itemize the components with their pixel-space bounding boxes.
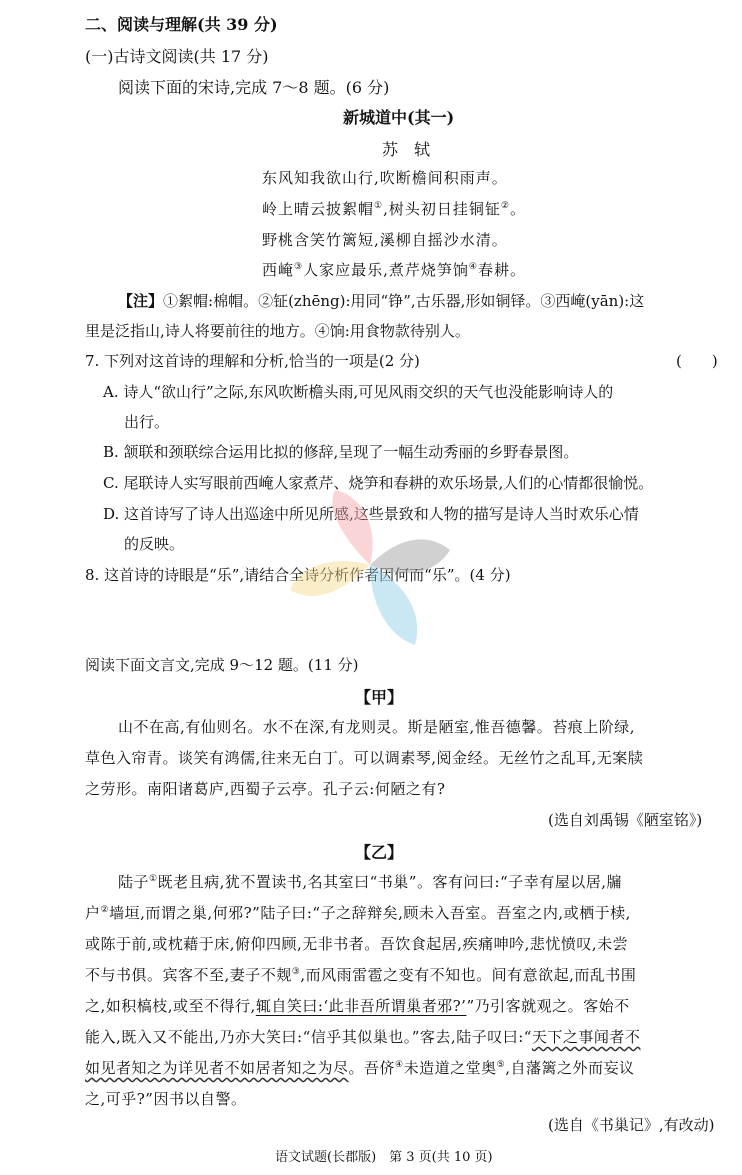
jia-heading: 【甲】 [355,688,404,707]
yi-mark-2: ② [100,905,110,915]
note-mark-3: ③ [294,262,304,272]
yi-line-7c: 未造道之堂奥 [403,1059,497,1077]
question-8-stem: 8. 这首诗的诗眼是“乐”,请结合全诗分析作者因何而“乐”。(4 分) [85,566,511,584]
subsection-title: (一)古诗文阅读(共 17 分) [85,47,269,66]
yi-line-3: 或陈于前,或枕藉于床,俯仰四顾,无非书者。吾饮食起居,疾痛呻吟,悲忧愤叹,未尝 [85,935,629,953]
yi-mark-5: ⑤ [496,1060,506,1070]
yi-mark-3: ③ [291,967,301,977]
yi-line-1a: 陆子 [118,873,150,891]
yi-line-7 [85,1057,634,1078]
yi-line-8: 之,可乎?”因书以自警。 [85,1090,247,1108]
poem-line-2a: 岭上晴云披絮帽 [262,200,375,218]
yi-heading: 【乙】 [355,843,404,862]
option-a-line-2: 出行。 [124,413,170,431]
yi-line-5 [85,995,630,1016]
yi-underlined-sentence: 辄自笑曰:‘此非吾所谓巢者邪?’ [255,997,467,1015]
yi-wavy-sentence-part-1: 天下之事闻者不 [531,1028,641,1046]
note-text-1: ①絮帽:棉帽。②钲(zhēng):用同“铮”,古乐器,形如铜铎。③西崦(yān):这 [163,292,645,310]
yi-line-2a: 户 [85,904,101,922]
option-b: B. 颔联和颈联综合运用比拟的修辞,呈现了一幅生动秀丽的乡野春景图。 [103,443,579,461]
yi-mark-1: ① [149,874,158,884]
poem-line-1: 东风知我欲山行,吹断檐间积雨声。 [262,169,508,187]
jia-source: (选自刘禹锡《陋室铭》) [548,811,703,829]
yi-line-5a: 之,如积槁枝,或至不得行, [85,997,256,1015]
page-footer: 语文试题(长郡版) 第 3 页(共 10 页) [275,1150,493,1165]
prose-instruction: 阅读下面文言文,完成 9～12 题。(11 分) [85,656,359,674]
jia-line-2: 草色入帘青。谈笑有鸿儒,往来无白丁。可以调素琴,阅金经。无丝竹之乱耳,无案牍 [85,749,644,767]
watermark-logo [285,480,455,650]
poem-line-2 [262,198,526,219]
yi-line-6 [85,1026,640,1047]
poem-line-4a: 西崦 [262,261,295,279]
yi-wavy-sentence-part-2: 如见者知之为详见者不如居者知之为尽 [85,1059,349,1077]
yi-line-4b: ,而风雨雷雹之变有不知也。间有意欲起,而乱书围 [300,966,637,984]
yi-line-1 [118,871,622,892]
note-label: 【注】 [118,292,164,310]
yi-line-7b: 。吾侪 [348,1059,396,1077]
poem-line-4c: 春耕。 [477,261,526,279]
poem-instruction: 阅读下面的宋诗,完成 7～8 题。(6 分) [118,78,390,97]
poem-line-2c: 。 [509,200,526,218]
note-mark-4: ④ [468,262,478,272]
poem-line-2b: ,树头初日挂铜钲 [383,200,501,218]
poem-line-4 [262,259,526,280]
option-d-line-1: D. 这首诗写了诗人出巡途中所见所感,这些景致和人物的描写是诗人当时欢乐心情 [103,505,639,523]
yi-line-2b: 墙垣,而谓之巢,何邪?”陆子曰:“子之辞辩矣,顾未入吾室。吾室之内,或栖于椟, [109,904,631,922]
jia-line-3: 之劳形。南阳诸葛庐,西蜀子云亭。孔子云:何陋之有? [85,780,446,798]
yi-line-2 [85,902,631,923]
note-line-1 [118,290,644,311]
yi-line-5c: ”乃引客就观之。客始不 [466,997,630,1015]
section-title: 二、阅读与理解(共 39 分) [85,15,278,34]
option-a-line-1: A. 诗人“欲山行”之际,东风吹断檐头雨,可见风雨交织的天气也没能影响诗人的 [103,383,614,401]
yi-line-7d: ,自藩篱之外而妄议 [505,1059,635,1077]
poem-line-4b: 人家应最乐,煮芹烧笋饷 [303,261,469,279]
note-mark-2: ② [500,201,510,211]
question-7-answer-blank: ( ) [676,352,718,370]
note-mark-1: ① [374,201,384,211]
option-c: C. 尾联诗人实写眼前西崦人家煮芹、烧笋和春耕的欢乐场景,人们的心情都很愉悦。 [103,474,654,492]
option-d-line-2: 的反映。 [124,535,185,553]
poem-line-3: 野桃含笑竹篱短,溪柳自摇沙水清。 [262,231,508,249]
yi-source: (选自《书巢记》,有改动) [548,1116,715,1134]
jia-line-1: 山不在高,有仙则名。水不在深,有龙则灵。斯是陋室,惟吾德馨。苔痕上阶绿, [118,718,636,736]
note-line-2: 里是泛指山,诗人将要前往的地方。④饷:用食物款待别人。 [85,322,470,340]
yi-line-1b: 既老且病,犹不置读书,名其室曰“书巢”。客有问曰:“子幸有屋以居,牖 [157,873,622,891]
yi-mark-4: ④ [395,1060,404,1070]
yi-line-4 [85,964,636,985]
poem-author: 苏 轼 [382,140,431,159]
poem-title: 新城道中(其一) [343,108,455,127]
yi-line-6a: 能入,既入又不能出,乃亦大笑曰:“信乎其似巢也。”客去,陆子叹曰:“ [85,1028,532,1046]
yi-line-4a: 不与书俱。宾客不至,妻子不觌 [85,966,292,984]
question-7-stem: 7. 下列对这首诗的理解和分析,恰当的一项是(2 分) [85,352,420,370]
